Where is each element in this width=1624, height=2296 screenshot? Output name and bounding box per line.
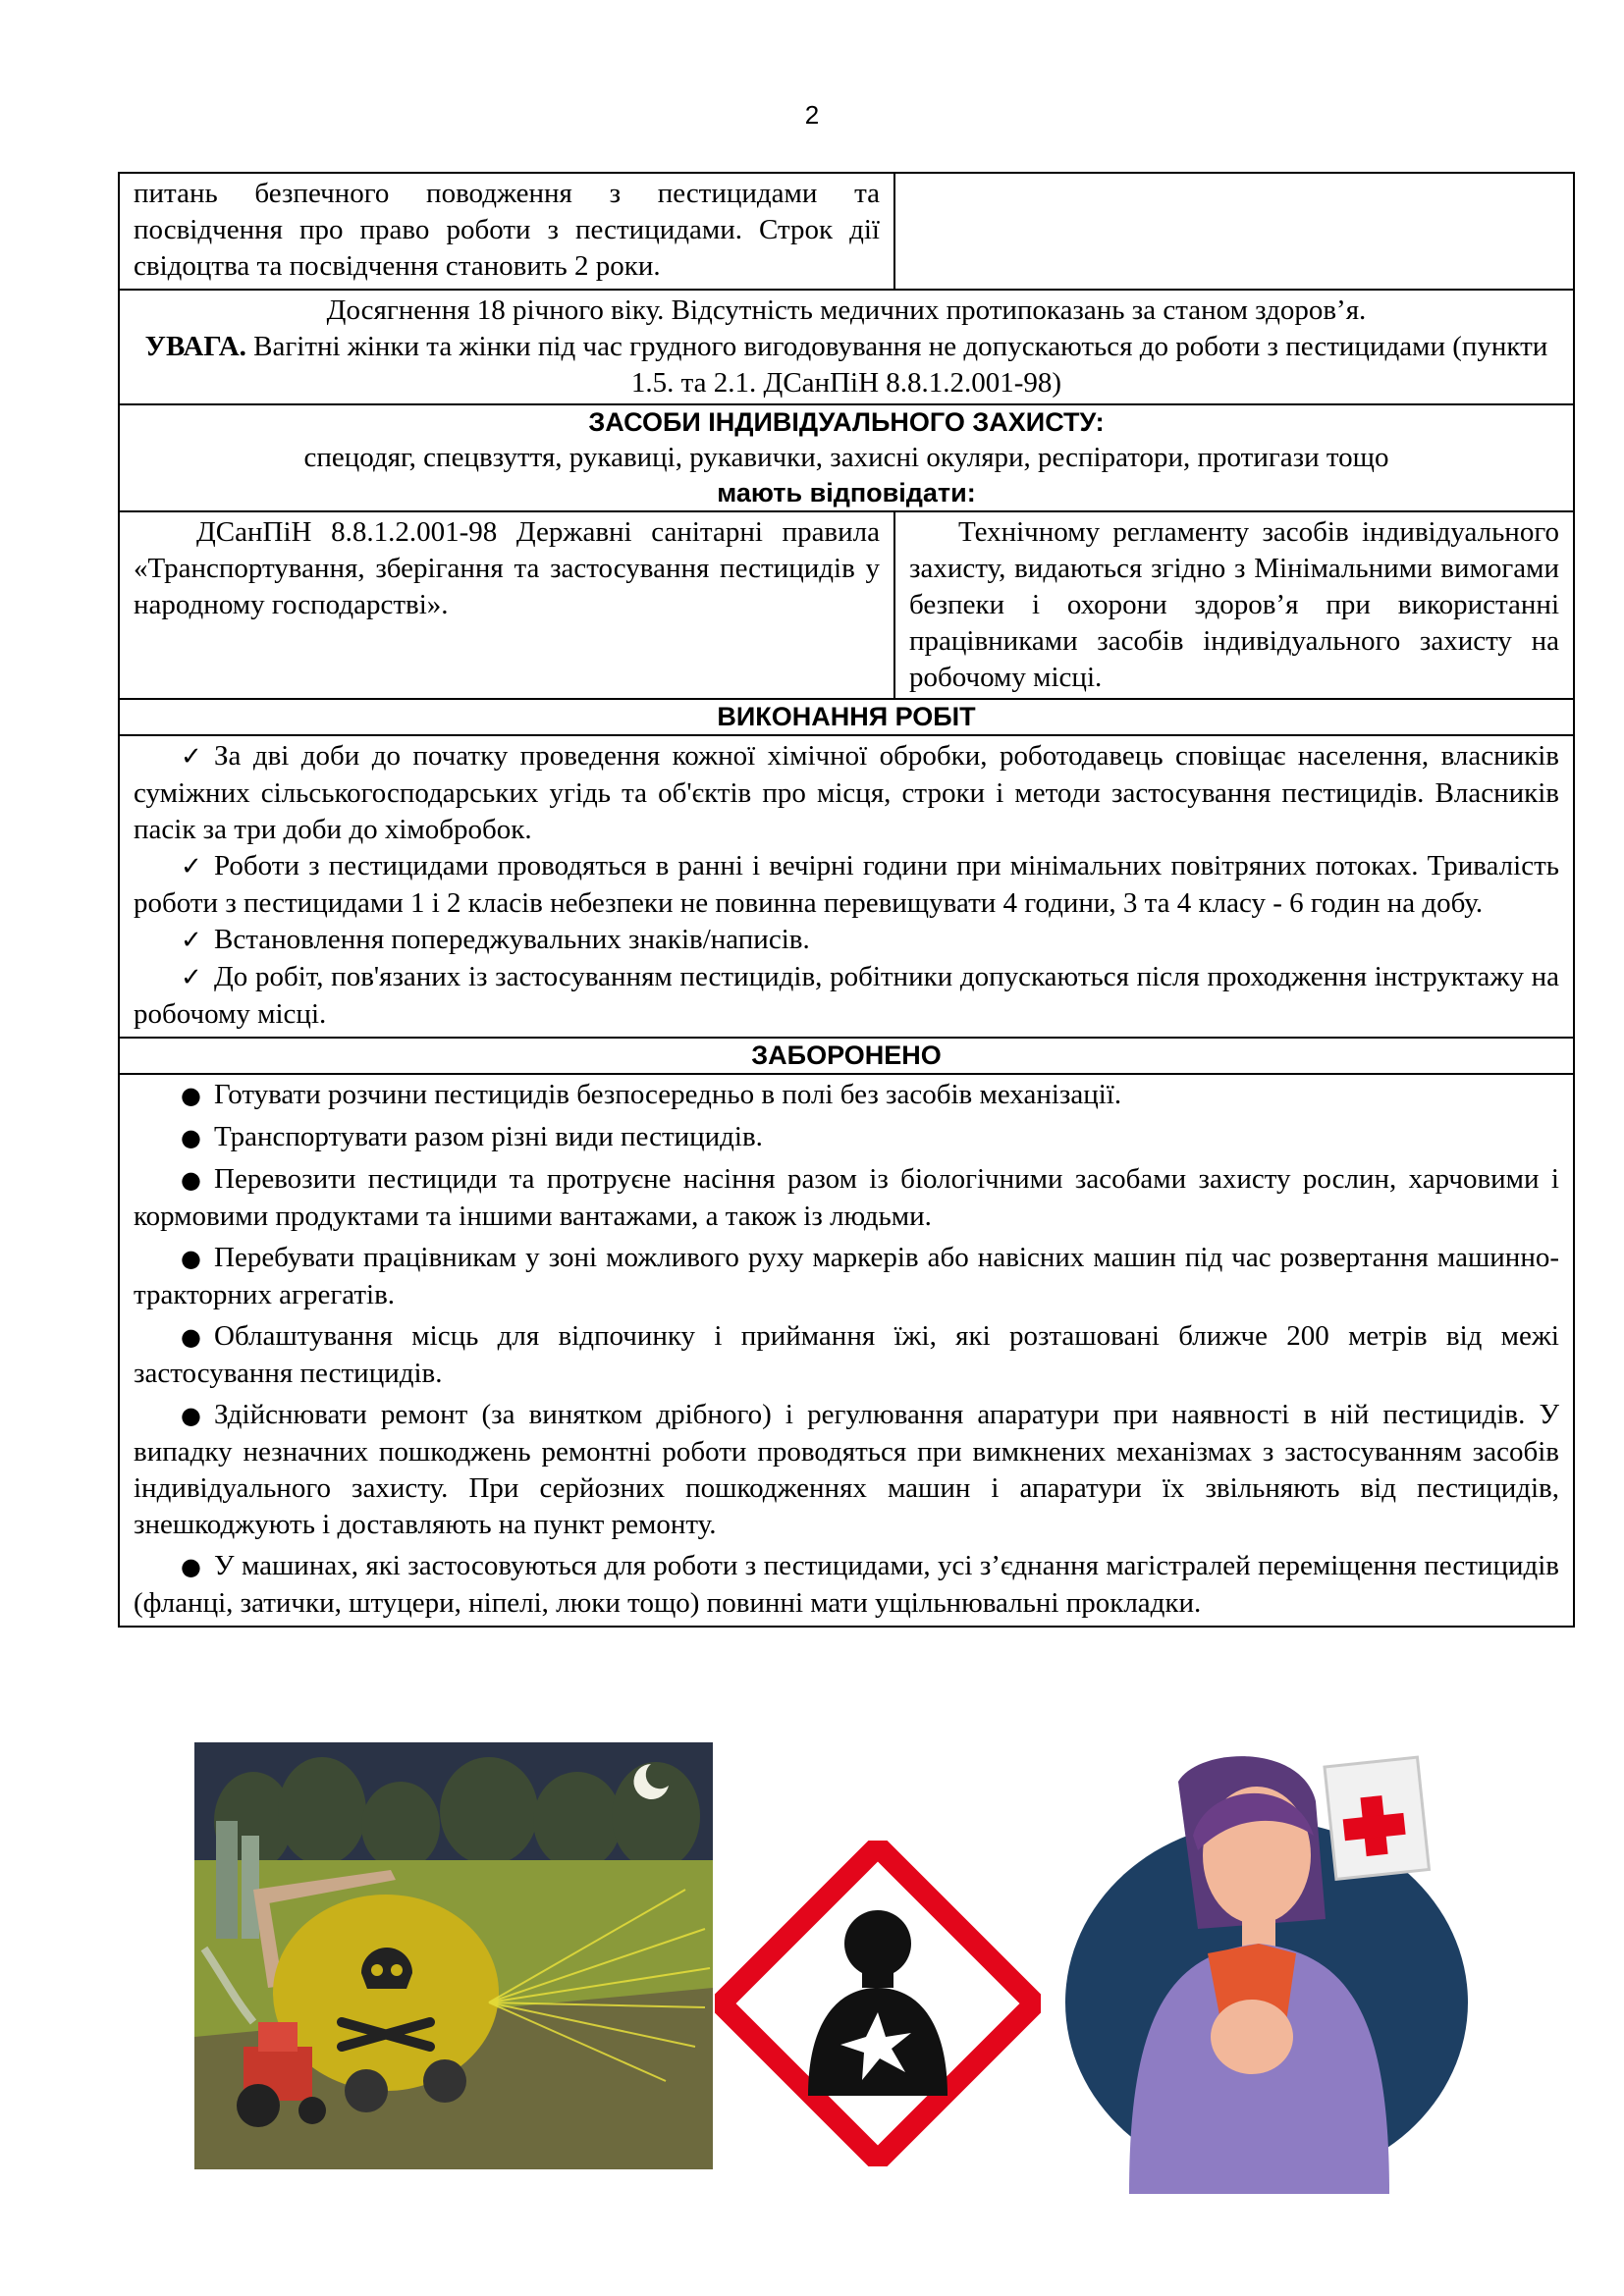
ppe-standards-row bbox=[120, 510, 1573, 698]
qualification-empty-cell bbox=[895, 174, 1573, 289]
list-item-text: Транспортувати разом різні види пестицидів. bbox=[214, 1121, 763, 1152]
list-item bbox=[120, 1161, 1573, 1235]
check-mark-icon: ✓ bbox=[181, 852, 202, 881]
list-item bbox=[120, 1318, 1573, 1392]
list-item-text: До робіт, пов'язаних із застосуванням пестицидів, робітники допускаються після проходження інструктажу на робочому місці. bbox=[134, 961, 1559, 1030]
works-heading: ВИКОНАННЯ РОБІТ bbox=[717, 702, 976, 731]
warning-text: Вагітні жінки та жінки під час грудного вигодовування не допускаються до роботи з пестицидами (пункти 1.5. та 2.1. ДСанПіН 8.8.1.2.001-98) bbox=[245, 331, 1548, 399]
ppe-heading: ЗАСОБИ ІНДИВІДУАЛЬНОГО ЗАХИСТУ: bbox=[588, 407, 1105, 437]
list-item bbox=[120, 738, 1573, 848]
list-item bbox=[120, 1397, 1573, 1543]
works-heading-row bbox=[120, 698, 1573, 734]
check-mark-icon: ✓ bbox=[181, 963, 202, 992]
list-item bbox=[120, 1240, 1573, 1313]
works-list-row bbox=[120, 734, 1573, 1037]
bullet-icon: ● bbox=[181, 1124, 201, 1151]
bullet-icon: ● bbox=[181, 1082, 201, 1109]
page-number: 2 bbox=[804, 100, 820, 130]
list-item bbox=[120, 1548, 1573, 1622]
ppe-must-comply: мають відповідати: bbox=[717, 478, 976, 507]
age-requirement-text: Досягнення 18 річного віку. Відсутність медичних протипоказань за станом здоров’я. bbox=[326, 294, 1367, 326]
sick-woman-illustration bbox=[1051, 1742, 1473, 2194]
list-item-text: Здійснювати ремонт (за винятком дрібного) і регулювання апаратури при наявності в ній пестицидів. У випадку незначних пошкоджень ремонтні роботи проводяться при вимкнених механізмах з застосуванням засобів індивідуального захисту. При серйозних пошкодженнях машин і апаратури їх звільняють від пестицидів, знешкоджують і доставляють на пункт ремонту. bbox=[134, 1399, 1559, 1540]
health-hazard-pictogram bbox=[715, 1841, 1041, 2166]
forbidden-heading: ЗАБОРОНЕНО bbox=[751, 1041, 942, 1070]
forbidden-heading-row bbox=[120, 1037, 1573, 1073]
ppe-items: спецодяг, спецвзуття, рукавиці, рукавички, захисні окуляри, респіратори, протигази тощо bbox=[303, 442, 1389, 473]
list-item-text: За дві доби до початку проведення кожної хімічної обробки, роботодавець сповіщає населення, власників суміжних сільськогосподарських угідь та об'єктів про місця, строки і методи застосування пестицидів. Власників пасік за три доби до хімобробок. bbox=[134, 740, 1559, 845]
list-item bbox=[120, 1077, 1573, 1114]
forbidden-list bbox=[120, 1077, 1573, 1622]
bullet-icon: ● bbox=[181, 1402, 201, 1429]
bullet-icon: ● bbox=[181, 1553, 201, 1580]
bullet-icon: ● bbox=[181, 1323, 201, 1351]
list-item-text: Облаштування місць для відпочинку і приймання їжі, які розташовані ближче 200 метрів від межі застосування пестицидів. bbox=[134, 1320, 1559, 1389]
list-item-text: Встановлення попереджувальних знаків/написів. bbox=[214, 924, 810, 955]
bullet-icon: ● bbox=[181, 1166, 201, 1194]
forbidden-list-row bbox=[120, 1073, 1573, 1626]
ppe-standard-sanitary-rules: ДСанПіН 8.8.1.2.001-98 Державні санітарні правила «Транспортування, зберігання та застосування пестицидів у народному господарстві». bbox=[120, 512, 895, 698]
list-item-text: У машинах, які застосовуються для роботи з пестицидами, усі з’єднання магістралей переміщення пестицидів (фланці, затички, штуцери, ніпелі, люки тощо) повинні мати ущільнювальні прокладки. bbox=[134, 1550, 1559, 1619]
age-requirement-row bbox=[120, 289, 1573, 403]
list-item-text: Перевозити пестициди та протруєне насіння разом із біологічними засобами захисту рослин, харчовими і кормовими продуктами та іншими вантажами, а також із людьми. bbox=[134, 1163, 1559, 1232]
list-item bbox=[120, 1119, 1573, 1156]
ppe-standard-technical-regulation: Технічному регламенту засобів індивідуального захисту, видаються згідно з Мінімальними вимогами безпеки і охорони здоров’я при використанні працівниками засобів індивідуального захисту на робочому місці. bbox=[909, 516, 1559, 693]
list-item bbox=[120, 922, 1573, 959]
list-item-text: Роботи з пестицидами проводяться в ранні і вечірні години при мінімальних повітряних потоках. Тривалість роботи з пестицидами 1 і 2 класів небезпеки не повинна перевищувати 4 години, 3 та 4 класу - 6 годин на добу. bbox=[134, 850, 1559, 919]
illustrations bbox=[0, 1742, 1624, 2194]
works-list bbox=[120, 738, 1573, 1033]
list-item-text: Готувати розчини пестицидів безпосередньо в полі без засобів механізації. bbox=[214, 1079, 1122, 1110]
check-mark-icon: ✓ bbox=[181, 742, 202, 772]
list-item bbox=[120, 848, 1573, 922]
qualification-text: питань безпечного поводження з пестицидами та посвідчення про право роботи з пестицидами. Строк дії свідоцтва та посвідчення становить 2 роки. bbox=[120, 174, 895, 289]
bullet-icon: ● bbox=[181, 1245, 201, 1272]
ppe-row bbox=[120, 403, 1573, 510]
qualification-row bbox=[120, 174, 1573, 289]
list-item bbox=[120, 959, 1573, 1033]
list-item-text: Перебувати працівникам у зоні можливого руху маркерів або навісних машин під час розвертання машинно-тракторних агрегатів. bbox=[134, 1242, 1559, 1310]
document-table bbox=[118, 172, 1575, 1628]
warning-text-block bbox=[134, 329, 1559, 401]
check-mark-icon: ✓ bbox=[181, 926, 202, 955]
warning-label: УВАГА. bbox=[144, 331, 246, 362]
tractor-spraying-pesticide-illustration bbox=[194, 1742, 713, 2169]
